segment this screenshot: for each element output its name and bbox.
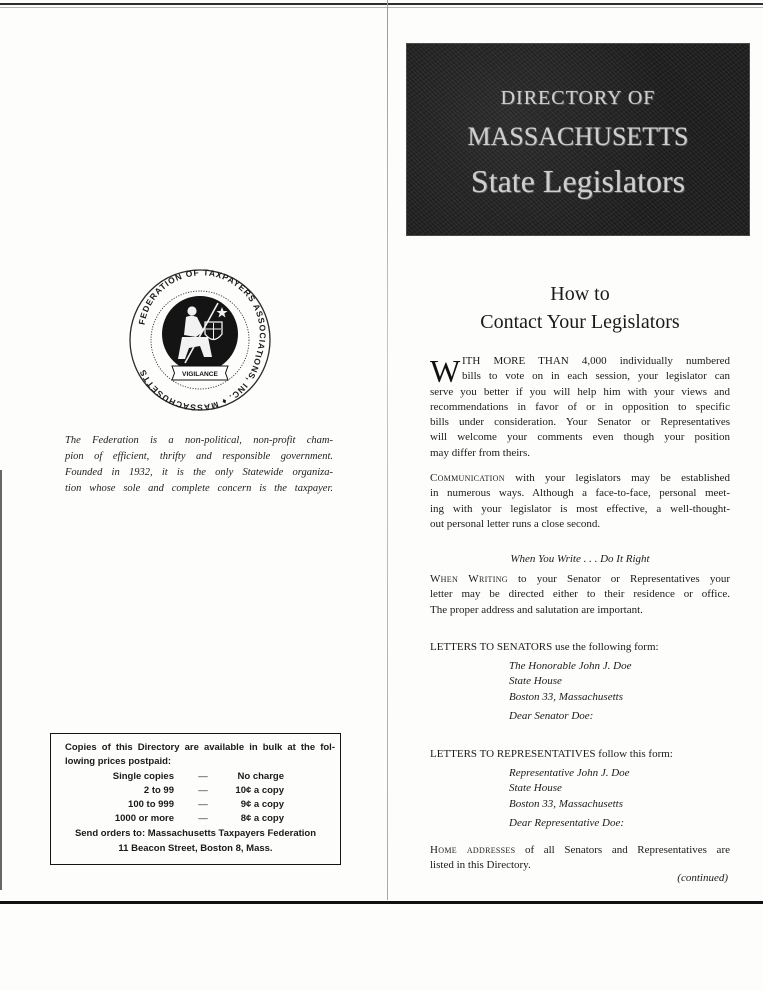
page-fold-divider bbox=[387, 0, 388, 900]
address-line: State House bbox=[509, 782, 562, 795]
scan-left-edge bbox=[0, 470, 2, 890]
price-dash: — bbox=[198, 771, 208, 782]
price-dash: — bbox=[198, 785, 208, 796]
representative-address-block bbox=[509, 766, 730, 832]
price-quantity: 2 to 99 bbox=[143, 785, 174, 796]
description-line: tion whose sole and complete concern is the taxpayer. bbox=[65, 483, 333, 494]
price-value: 8¢ a copy bbox=[240, 813, 284, 824]
price-intro-line: lowing prices postpaid: bbox=[65, 756, 172, 767]
communication-paragraph bbox=[430, 471, 730, 532]
paragraph-line: may differ from theirs. bbox=[430, 446, 530, 459]
description-line: The Federation is a non-political, non-profit cham- bbox=[65, 435, 333, 446]
representatives-heading: LETTERS TO REPRESENTATIVES follow this form: bbox=[430, 748, 673, 760]
address-line: State House bbox=[509, 675, 562, 688]
bulk-price-box bbox=[50, 733, 341, 865]
description-line: Founded in 1932, it is the only Statewide organiza- bbox=[65, 467, 333, 478]
price-quantity: 100 to 999 bbox=[128, 799, 174, 810]
paragraph-line: ITH MORE THAN 4,000 individually numbered bbox=[462, 355, 730, 367]
directory-title-block bbox=[406, 43, 750, 236]
order-address-line: Send orders to: Massachusetts Taxpayers Federation bbox=[74, 828, 317, 839]
paragraph-text: with your legislators may be established bbox=[504, 472, 730, 484]
price-dash: — bbox=[198, 799, 208, 810]
salutation: Dear Representative Doe: bbox=[509, 817, 625, 830]
price-row bbox=[51, 812, 340, 826]
price-row bbox=[51, 784, 340, 798]
salutation: Dear Senator Doe: bbox=[509, 710, 594, 723]
price-row bbox=[51, 798, 340, 812]
paragraph-text: of all Senators and Representatives are bbox=[515, 844, 730, 856]
paragraph-line: listed in this Directory. bbox=[430, 859, 531, 872]
bottom-rule bbox=[0, 901, 763, 904]
paragraph-line: in numerous ways. Although a face-to-face, personal meet- bbox=[430, 487, 730, 500]
home-addresses-paragraph bbox=[430, 843, 730, 874]
seal-ring-text: FEDERATION OF TAXPAYERS ASSOCIATIONS, INC. ♦ MASSACHUSETTS bbox=[136, 267, 268, 413]
directory-title-line: DIRECTORY OF bbox=[500, 87, 656, 109]
writing-paragraph bbox=[430, 572, 730, 618]
federation-seal-icon bbox=[125, 265, 275, 415]
paragraph-line bbox=[430, 471, 730, 486]
senators-heading: LETTERS TO SENATORS use the following form: bbox=[430, 641, 659, 653]
continued-note: (continued) bbox=[677, 872, 728, 884]
paragraph-line: serve you better if you will help him with your views and bbox=[430, 385, 730, 398]
lead-word: Communication bbox=[430, 472, 505, 484]
intro-paragraph bbox=[430, 354, 730, 461]
lead-word: When Writing bbox=[430, 573, 508, 585]
paragraph-line: The proper address and salutation are important. bbox=[430, 603, 643, 616]
paragraph-line: recommendations in favor of or in opposition to specific bbox=[430, 400, 730, 413]
address-line: Representative John J. Doe bbox=[509, 767, 630, 779]
directory-title-line: MASSACHUSETTS bbox=[467, 122, 689, 151]
paragraph-line bbox=[430, 572, 730, 587]
price-row bbox=[51, 770, 340, 784]
paragraph-text: to your Senator or Representatives your bbox=[507, 573, 730, 585]
paragraph-line: out personal letter runs a close second. bbox=[430, 517, 601, 530]
address-line: Boston 33, Massachusetts bbox=[509, 690, 623, 703]
paragraph-line: ing with your legislator is most effective, a well-thought- bbox=[430, 502, 730, 515]
top-rule-faint bbox=[0, 7, 763, 8]
price-quantity: 1000 or more bbox=[114, 813, 174, 824]
paragraph-line: will welcome your comments even though your position bbox=[430, 431, 730, 444]
price-value: No charge bbox=[237, 771, 284, 782]
senator-address-block bbox=[509, 659, 730, 725]
paragraph-line: bills under consideration. Your Senator or Representatives bbox=[430, 416, 730, 429]
description-line: pion of efficient, thrifty and responsible government. bbox=[65, 451, 333, 462]
top-rule bbox=[0, 3, 763, 5]
price-value: 9¢ a copy bbox=[240, 799, 284, 810]
section-title: Contact Your Legislators bbox=[480, 311, 680, 333]
paragraph-line: letter may be directed either to their residence or office. bbox=[430, 588, 730, 601]
price-intro-line: Copies of this Directory are available in bulk at the fol- bbox=[65, 742, 335, 753]
address-line: The Honorable John J. Doe bbox=[509, 660, 632, 672]
federation-description bbox=[65, 433, 333, 497]
price-dash: — bbox=[198, 813, 208, 824]
price-quantity: Single copies bbox=[112, 771, 174, 782]
drop-cap: W bbox=[430, 353, 461, 389]
order-address-line: 11 Beacon Street, Boston 8, Mass. bbox=[118, 843, 273, 854]
directory-title-line: State Legislators bbox=[470, 163, 686, 199]
price-value: 10¢ a copy bbox=[235, 785, 284, 796]
paragraph-line: bills to vote on in each session, your legislator can bbox=[462, 370, 730, 383]
address-line: Boston 33, Massachusetts bbox=[509, 797, 623, 810]
subheading: When You Write . . . Do It Right bbox=[510, 553, 650, 565]
lead-word: Home addresses bbox=[430, 844, 516, 856]
section-title: How to bbox=[550, 283, 610, 305]
seal-banner-text: VIGILANCE bbox=[182, 371, 218, 378]
paragraph-line bbox=[430, 843, 730, 858]
